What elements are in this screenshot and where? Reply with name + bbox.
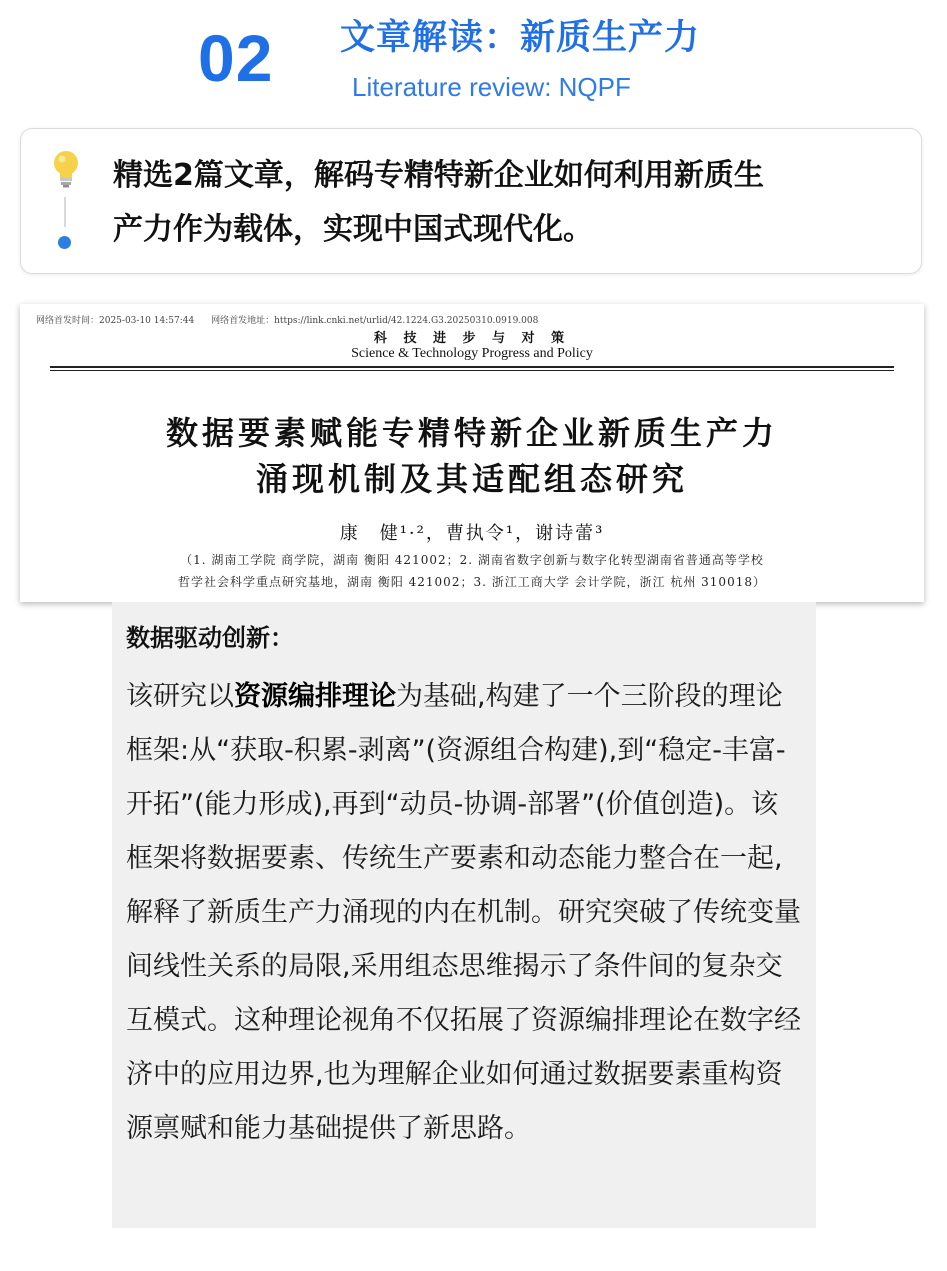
intro-line-1: 精选2篇文章，解码专精特新企业如何利用新质生 <box>113 158 764 193</box>
summary-heading: 数据驱动创新： <box>126 624 294 652</box>
paper-title-line-2: 涌现机制及其适配组态研究 <box>255 460 688 498</box>
header-rule-thin <box>50 370 894 371</box>
section-subtitle: Literature review: NQPF <box>352 72 631 102</box>
section-number: 02 <box>198 21 274 95</box>
header-rule <box>50 366 894 368</box>
journal-name-en: Science & Technology Progress and Policy <box>351 346 593 361</box>
paper-title <box>20 410 924 502</box>
summary-body <box>126 670 802 1156</box>
summary-body-pre: 该研究以 <box>126 681 234 712</box>
affiliation-line-1: （1. 湖南工学院 商学院，湖南 衡阳 421002；2. 湖南省数字创新与数字化转型湖南省普通高等学校 <box>180 553 764 567</box>
connector-line <box>64 197 66 227</box>
intro-line-2: 产力作为载体，实现中国式现代化。 <box>113 212 593 247</box>
intro-card <box>20 128 922 274</box>
journal-name-cn: 科 技 进 步 与 对 策 <box>373 331 571 346</box>
summary-block <box>112 602 816 1228</box>
paper-affiliations <box>20 549 924 593</box>
summary-body-post: 为基础,构建了一个三阶段的理论框架:从“获取-积累-剥离”(资源组合构建),到“稳定-丰富-开拓”(能力形成),再到“动员-协调-部署”(价值创造)。该框架将数据要素、传统生产要素和动态能力整合在一起,解释了新质生产力涌现的内在机制。研究突破了传统变量间线性关系的局限,采用组态思维揭示了条件间的复杂交互模式。这种理论视角不仅拓展了资源编排理论在数字经济中的应用边界,也为理解企业如何通过数据要素重构资源禀赋和能力基础提供了新思路。 <box>126 681 801 1144</box>
affiliation-line-2: 哲学社会科学重点研究基地，湖南 衡阳 421002；3. 浙江工商大学 会计学院，浙江 杭州 310018） <box>178 575 766 589</box>
meta-time: 网络首发时间：2025-03-10 14:57:44 <box>36 316 195 326</box>
section-title: 文章解读：新质生产力 <box>340 18 701 58</box>
paper-header-image <box>20 304 924 602</box>
bullet-dot <box>58 236 71 249</box>
paper-authors: 康 健¹·²，曹执令¹，谢诗蕾³ <box>339 523 605 544</box>
summary-keyword: 资源编排理论 <box>234 681 396 712</box>
publication-meta <box>36 313 538 326</box>
lightbulb-icon <box>51 149 81 189</box>
intro-text <box>113 149 893 257</box>
paper-title-line-1: 数据要素赋能专精特新企业新质生产力 <box>165 414 778 452</box>
meta-url: 网络首发地址：https://link.cnki.net/urlid/42.1224.G3.20250310.0919.008 <box>211 316 539 326</box>
